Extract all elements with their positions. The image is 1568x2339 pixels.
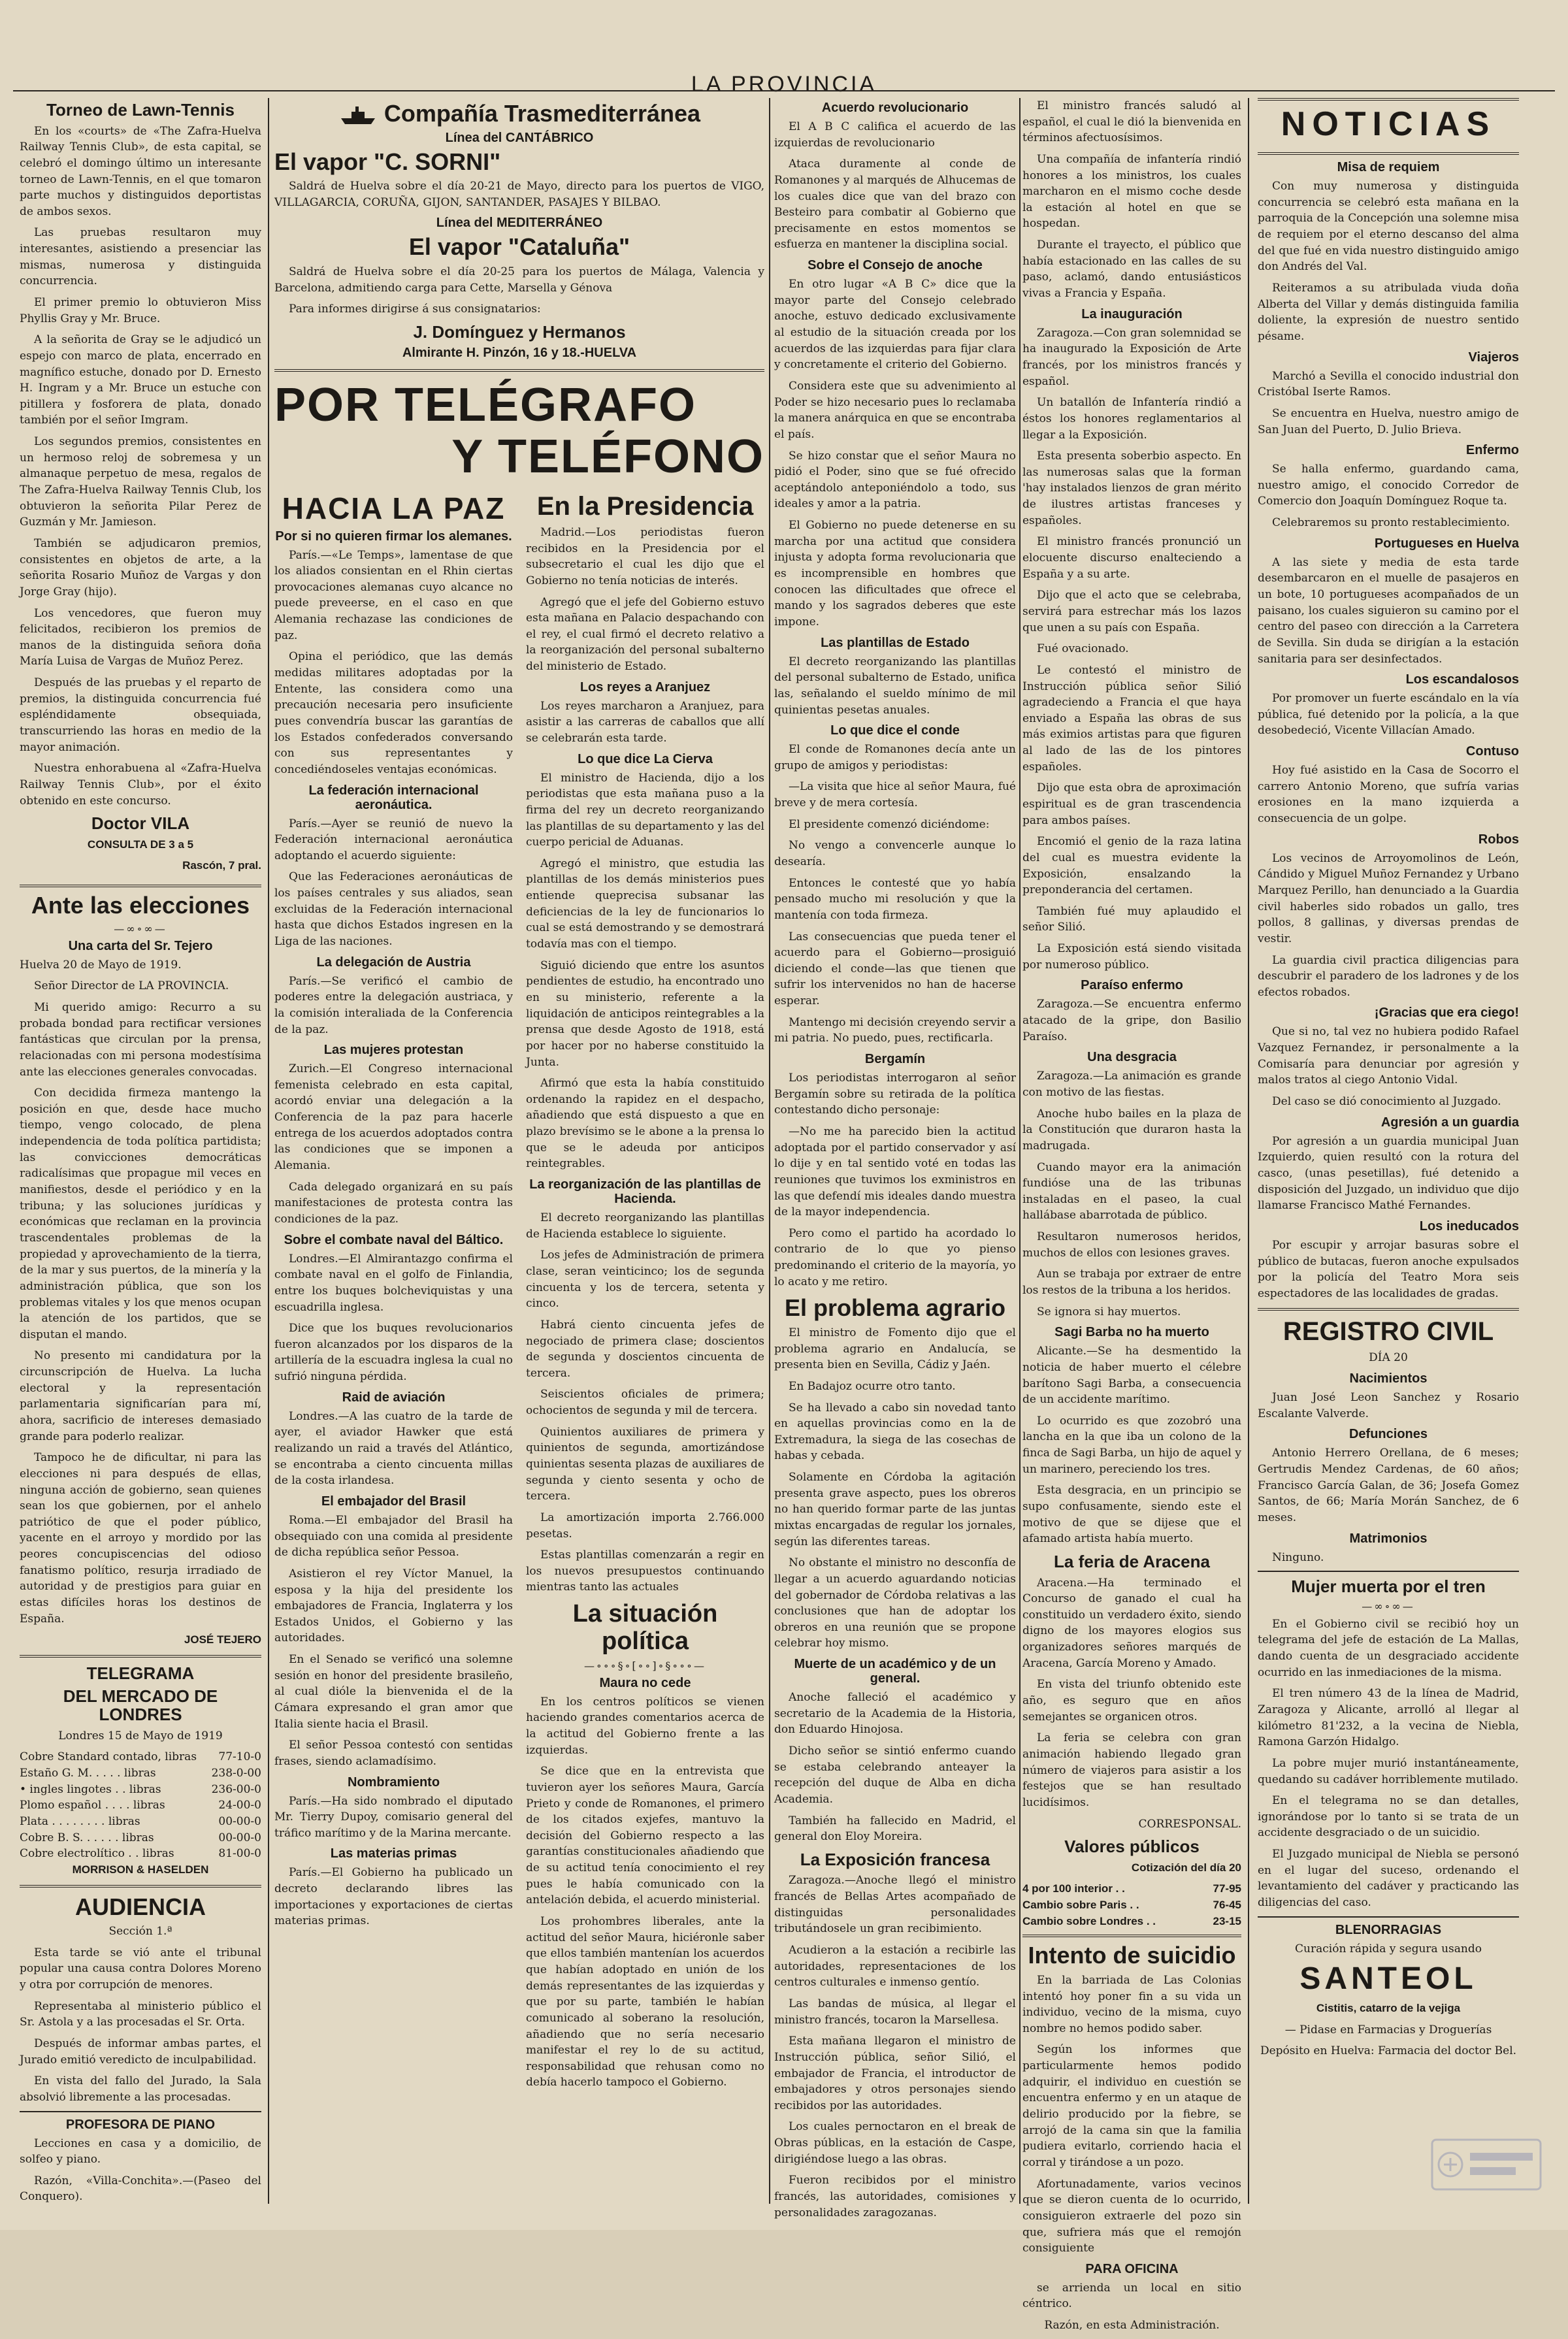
elecciones-title: Ante las elecciones — [31, 892, 250, 919]
trasmed-agents: J. Domínguez y Hermanos — [413, 321, 626, 342]
trasmed-line1: Línea del CANTÁBRICO — [445, 130, 594, 145]
column-4 — [774, 98, 1016, 2226]
telegraph-columns — [274, 489, 764, 2096]
row-label: 4 por 100 interior . . — [1022, 1882, 1125, 1895]
paragraph: Mi querido amigo: Recurro a su probada bondad para rectificar versiones fantásticas que circulan por la prensa, relacionadas con mi persona modestísima ante las elecciones generales convocadas. — [20, 1000, 261, 1079]
subhead: Lo que dice La Cierva — [578, 751, 713, 766]
paragraph: Dicho señor se sintió enfermo cuando se estaba celebrando anteayer la recepción del duque de Alba en dicha Academia. — [774, 1744, 1016, 1806]
audiencia-section: Sección 1.ª — [108, 1925, 172, 1938]
main-headline-1: POR TELÉGRAFO — [274, 378, 697, 431]
paragraph: En vista del triunfo obtenido este año, es seguro que en años semejantes se organicen otros. — [1022, 1678, 1241, 1724]
paragraph: Celebraremos su pronto restablecimiento. — [1272, 516, 1511, 530]
paragraph: El ministro de Fomento dijo que el problema agrario en Andalucía, se presenta bien en Sevilla, Cádiz y Jaén. — [774, 1326, 1016, 1372]
column-rule — [1019, 98, 1021, 2204]
separator — [1258, 1308, 1519, 1311]
paragraph: Cuando mayor era la animación fundióse una de las tribunas instaladas en el paseo, la cual hallábase abarrotada de público. — [1022, 1160, 1241, 1222]
lawn-title: Torneo de Lawn-Tennis — [46, 100, 235, 120]
sagi-title: Sagi Barba no ha muerto — [1054, 1325, 1209, 1340]
blen-brand: SANTEOL — [1299, 1961, 1477, 1997]
trasmed-title-text: Compañía Trasmediterránea — [384, 100, 701, 127]
paragraph: Esta presenta soberbio aspecto. En las numerosas salas que la forman 'hay instalados lienzos de gran mérito de ilustres artistas franceses y españoles. — [1022, 450, 1241, 527]
paragraph: Siguió diciendo que entre los asuntos pendientes de estudio, ha encontrado uno en su ministerio, referente a la liquidación de anticipos reintegrables a la prensa que desde Agosto de 1918, está por hacer por no haberse constituido la Junta. — [526, 958, 764, 1069]
paragraph: Por agresión a un guardia municipal Juan Izquierdo, quien resultó con la rotura del casco, (unas pesetillas), fué detenido a disposición del Juzgado, un individuo que dijo llamarse Francisco Mathé Fernandes. — [1258, 1134, 1519, 1213]
separator — [20, 1885, 261, 1888]
paragraph: El ministro de Hacienda, dijo a los periodistas que esta mañana puso a la firma del rey un decreto reorganizando las plantillas de su departamento y las del cuerpo pericial de Aduanas. — [526, 771, 764, 849]
paragraph: Zaragoza.—Anoche llegó el ministro francés de Bellas Artes acompañado de distinguidas personalidades tributándosele un gran recibimiento. — [774, 1874, 1016, 1936]
separator — [20, 1655, 261, 1658]
separator — [1258, 1916, 1519, 1918]
row-label: Cobre Standard contado, libras — [20, 1750, 197, 1764]
paragraph: París.—Ayer se reunió de nuevo la Federación internacional aeronáutica adoptando el acuerdo siguiente: — [274, 817, 513, 862]
paragraph: Reiteramos a su atribulada viuda doña Alberta del Villar y demás distinguida familia doliente, la expresión de nuestro sentido pésame. — [1258, 282, 1519, 343]
escandalosos-title: Los escandalosos — [1405, 672, 1519, 687]
aracena-title: La feria de Aracena — [1054, 1551, 1210, 1571]
trasmed-title — [274, 101, 764, 127]
paragraph: También fué muy aplaudido el señor Silió. — [1022, 904, 1241, 934]
paragraph: La pobre mujer murió instantáneamente, quedando su cadáver horriblemente mutilado. — [1258, 1756, 1519, 1786]
paragraph: El decreto reorganizando las plantillas del personal subalterno de Estado, unifica las, señalando el sueldo mínimo de mil quinientas pesetas anuales. — [774, 655, 1016, 717]
paragraph: Zurich.—El Congreso internacional femenista celebrado en esta capital, acordó enviar una delegación a la Conferencia de la paz para hacerle entrega de los acuerdos adoptados contra las condiciones que se imponen a Alemania. — [274, 1062, 513, 1173]
paragraph: Considera este que su advenimiento al Poder se hizo necesario pues lo reclamaba la manera anárquica en que se encontraba el país. — [774, 379, 1016, 441]
paragraph: Ataca duramente al conde de Romanones y al marqués de Alhucemas de los cuales dice que van del brazo con Besteiro para combatir al Gobierno que precisamente en estos momentos se esfuerza en mantener la disciplina social. — [774, 157, 1016, 252]
paragraph: Razón, en esta Administración. — [1044, 2319, 1220, 2332]
table-row — [1022, 1914, 1241, 1930]
paragraph: Afirmó que esta la había constituido ordenando la rapidez en el despacho, añadiendo que está dispuesto a que en plazo brevísimo se le abone a la prensa lo que se le adeuda por anticipos reintegrables. — [526, 1077, 764, 1171]
suicidio-title: Intento de suicidio — [1028, 1942, 1236, 1969]
situacion-title: La situación política — [572, 1600, 718, 1655]
row-label: • ingles lingotes . . libras — [20, 1782, 161, 1796]
paragraph: El presidente comenzó diciéndome: — [789, 817, 990, 831]
blenorragias-ad — [1258, 1923, 1519, 2059]
paragraph: En Badajoz ocurre otro tanto. — [789, 1379, 956, 1393]
agresion-title: Agresión a un guardia — [1380, 1115, 1519, 1130]
paragraph: Tampoco he de dificultar, ni para las elecciones ni para después de ellas, ninguna acción de gobierno, sean quienes sean los que gobiernen, por el anhelo patriótico de que el poder público, yacente en el arroyo y mordido por las peores concupiscencias del odioso fanatismo político, resurja irradiado de autoridad y de prestigios para guiar en estas difíciles horas los destinos de España. — [20, 1451, 261, 1626]
subhead: Nombramiento — [347, 1775, 440, 1790]
trasmed-ship2: El vapor "Cataluña" — [408, 233, 630, 261]
paragraph: Esta mañana llegaron el ministro de Instrucción pública, señor Silió, el embajador de Francia, el introductor de embajadores y otros personajes siendo recibidos por las autoridades. — [774, 2035, 1016, 2112]
trasmed-line2: Línea del MEDITERRÁNEO — [436, 216, 603, 231]
elecciones-subtitle: Una carta del Sr. Tejero — [68, 938, 213, 953]
piano-title: PROFESORA DE PIANO — [65, 2117, 216, 2132]
telegrama-sign: MORRISON & HASELDEN — [72, 1863, 209, 1876]
telegrama-subtitle: DEL MERCADO DE LONDRES — [63, 1686, 218, 1725]
paragraph: Aun se trabaja por extraer de entre los restos de la tribuna a los heridos. — [1022, 1268, 1241, 1297]
trasmediterranea-ad — [274, 101, 764, 372]
plantillas-title: Las plantillas de Estado — [821, 635, 970, 650]
paragraph: Se dice que en la entrevista que tuvieron ayer los señores Maura, García Prieto y conde de Romanones, el primero de los citados exjefes, mantuvo la decisión del Gobierno respecto a las garantías constitucionales añadiendo que de su actitud tenía conocimiento el rey pues le había comunicado con la antelación debida, el acuerdo ministerial. — [526, 1765, 764, 1907]
row-value: 00-00-0 — [218, 1814, 261, 1828]
paragraph: Cistitis, catarro de la vejiga — [1316, 2002, 1461, 2015]
paragraph: —No me ha parecido bien la actitud adoptada por el partido conservador y así lo dije y en tal sentido voté en todas las reuniones que tuvimos los exministros en las que defendí mis ideales dando muestra de la mayor independencia. — [774, 1124, 1016, 1219]
paragraph: Anoche hubo bailes en la plaza de la Constitución que duraron hasta la madrugada. — [1022, 1107, 1241, 1153]
paragraph: Lecciones en casa y a domicilio, de solfeo y piano. — [20, 2136, 261, 2167]
paragraph: Quinientos auxiliares de primera y quinientos de segunda, amortizándose quinientas sesenta plazas de auxiliares de segunda y ciento sesenta y ocho de tercera. — [526, 1425, 764, 1503]
row-label: Estaño G. M. . . . . libras — [20, 1767, 156, 1780]
muerte-title: Muerte de un académico y de un general. — [794, 1657, 996, 1686]
paragraph: Una compañía de infantería rindió honores a los ministros, los cuales marcharon en el mismo coche desde la estación al hotel en que se hospedan. — [1022, 152, 1241, 231]
paragraph: Se encuentra en Huelva, nuestro amigo de San Juan del Puerto, D. Julio Brieva. — [1258, 406, 1519, 436]
table-row — [20, 1782, 261, 1798]
paragraph: — Pidase en Farmacias y Droguerías — [1284, 2023, 1492, 2036]
vila-ad — [20, 814, 261, 887]
paragraph: Habrá ciento cincuenta jefes de negociado de primera clase; doscientos de segunda y doscientos cincuenta de tercera. — [526, 1318, 764, 1380]
robos-title: Robos — [1478, 832, 1519, 847]
paragraph: Después de las pruebas y el reparto de premios, la distinguida concurrencia fué espléndidamente obsequiada, transcurriendo las horas en medio de la mayor animación. — [20, 676, 261, 754]
main-headline-2: Y TELÉFONO — [451, 430, 764, 483]
subhead: El embajador del Brasil — [321, 1494, 466, 1509]
paragraph: Las pruebas resultaron muy interesantes, asistiendo a presenciar las mismas, numerosa y distinguida concurrencia. — [20, 226, 261, 288]
paragraph: La feria se celebra con gran animación habiendo llegado gran número de viajeros para asistir a los festejos que se han resultado lucidísimos. — [1022, 1731, 1241, 1809]
paragraph: El primer premio lo obtuvieron Miss Phyllis Gray y Mr. Bruce. — [20, 296, 261, 325]
paragraph: Opina el periódico, que las demás medidas militares adoptadas por la Entente, las considera como una precaución necesaria pero insuficiente pues convendría buscar las garantías de los Estados confederados conversando con sus representantes y concediéndoseles ventajas económicas. — [274, 650, 513, 776]
masthead — [0, 0, 1568, 97]
subhead: Sobre el combate naval del Báltico. — [284, 1232, 504, 1247]
contuso-title: Contuso — [1465, 744, 1519, 759]
paragraph: Un batallón de Infantería rindió a éstos los honores reglamentarios al llegar a la Exposición. — [1022, 396, 1241, 442]
table-row — [20, 1765, 261, 1782]
paragraph: La amortización importa 2.766.000 pesetas. — [526, 1511, 764, 1541]
row-value: 77-10-0 — [218, 1750, 261, 1764]
requiem-title: Misa de requiem — [1337, 160, 1440, 175]
paragraph: Los vecinos de Arroyomolinos de León, Cándido y Miguel Muñoz Fernandez y Urbano Marquez Perillo, han denunciado a la Guardia civil haberles sido robados un gallo, tres pollos, 8 gallinas, y diversas prendas de vestir. — [1258, 851, 1519, 945]
paragraph: Agregó que el jefe del Gobierno estuvo esta mañana en Palacio despachando con el rey, el cual firmó el decreto relativo a la reorganización del personal subalterno del ministerio de Estado. — [526, 595, 764, 674]
table-row — [1022, 1897, 1241, 1914]
paragraph: En el Gobierno civil se recibió hoy un telegrama del jefe de estación de La Mallas, dando cuenta de un desgraciado accidente ocurrido en las inmediaciones de la misma. — [1258, 1617, 1519, 1679]
paragraph: El Juzgado municipal de Niebla se personó en el lugar del suceso, ordenando el levantamiento del cadáver y practicando las diligencias del caso. — [1258, 1848, 1519, 1910]
paragraph: Los jefes de Administración de primera clase, seran veinticinco; los de segunda cincuenta y los de tercera, setenta y cinco. — [526, 1249, 764, 1311]
paragraph: Durante el trayecto, el público que había estacionado en las calles de su paso, aclamó, dando entusiásticos vivas a Francia y España. — [1022, 238, 1241, 301]
subhead: Por si no quieren firmar los alemanes. — [275, 529, 512, 544]
paragraph: Lo ocurrido es que zozobró una lancha en la que iba un colono de la finca de Sagi Barba, un hijo de aquel y un marinero, pereciendo los tres. — [1022, 1414, 1241, 1476]
enfermo-title: Enfermo — [1465, 443, 1519, 458]
paragraph: Los vencedores, que fueron muy felicitados, recibieron los premios de manos de la distinguida señora doña María Luisa de Vargas de Muñoz Perez. — [20, 606, 261, 668]
subhead: Los reyes a Aranjuez — [580, 679, 711, 695]
ineducados-title: Los ineducados — [1419, 1219, 1519, 1234]
paragraph: Acudieron a la estación a recibirle las autoridades, representaciones de los centros culturales e inmenso gentío. — [774, 1944, 1016, 1989]
row-value: 236-00-0 — [211, 1782, 261, 1796]
paragraph: Los cuales pernoctaron en el break de Obras públicas, en la estación de Caspe, dirigiéndose luego a las obras. — [774, 2120, 1016, 2166]
registro-title: REGISTRO CIVIL — [1282, 1317, 1494, 1347]
paragraph: Del caso se dió conocimiento al Juzgado. — [1272, 1095, 1501, 1109]
ship-icon — [338, 104, 378, 126]
elecciones-to: Señor Director de LA PROVINCIA. — [34, 979, 229, 993]
paragraph: Los segundos premios, consistentes en un hermoso reloj de sobremesa y un almanaque perpetuo de mesa, regalos de The Zafra-Huelva Railway Tennis Club, los obtuvieron la señorita Pilar Perez de Guzmán y Mr. Jamieson. — [20, 435, 261, 529]
paragraph: El Gobierno no puede detenerse en su marcha por una actitud que considera injusta y adopta forma revolucionaria que es incomprensible en hombres que conocen las dificultades que ofrece el mando y los sagrados deberes que este impone. — [774, 519, 1016, 629]
paragraph: No obstante el ministro no desconfía de llegar a un acuerdo aguardando noticias del gobernador de Córdoba relativas a las conclusiones que han de adoptar los obreros en una reunión que se propone celebrar hoy mismo. — [774, 1556, 1016, 1650]
paragraph: Por escupir y arrojar basuras sobre el público de butacas, fueron anoche expulsados por la policía del Teatro Mora seis espectadores de las localidades de gradas. — [1258, 1238, 1519, 1300]
paragraph: A las siete y media de esta tarde desembarcaron en el muelle de pasajeros en un bote, 10 portugueses acompañados de un paisano, los cuales siguieron su camino por el centro del paseo con dirección a la Carretera de Sevilla. Sin duda se dirigían a la estación sanitaria para ser desinfectados. — [1258, 555, 1519, 666]
masthead-rule — [13, 90, 1555, 91]
paragraph: Seiscientos oficiales de primera; ochocientos de segunda y mil de tercera. — [526, 1388, 764, 1418]
paragraph: El decreto reorganizando las plantillas de Hacienda establece lo siguiente. — [526, 1211, 764, 1241]
paragraph: Por promover un fuerte escándalo en la vía pública, fué detenido por la policía, a la que desobedeció, Vicente Villacían Amado. — [1258, 692, 1519, 738]
paragraph: Con muy numerosa y distinguida concurrencia se celebró esta mañana en la parroquia de la Concepción una solemne misa de requiem por el eterno descanso del alma del que fué en vida nuestro distinguido amigo don Andrés del Val. — [1258, 180, 1519, 274]
telegrama-table — [20, 1749, 261, 1861]
vila-line: CONSULTA DE 3 a 5 — [87, 838, 194, 851]
subhead: Nacimientos — [1349, 1371, 1428, 1386]
table-row — [20, 1814, 261, 1830]
bergamin-title: Bergamín — [864, 1052, 926, 1067]
paragraph: También se adjudicaron premios, consistentes en objetos de arte, a la señorita Rosario Muñoz de Vargas y don Jorge Gray (hijo). — [20, 536, 261, 598]
paragraph: Con decidida firmeza mantengo la posición en que, desde hace mucho tiempo, vengo colocado, de plena independencia de toda política partidista; las convicciones democráticas radicalísimas que propague mil veces en manifiestos, desde el periódico y en la tribuna; y las soluciones jurídicas y económicas que reclaman en la provincia trascendentales problemas de la propiedad y aprovechamiento de la tierra, de la mar y sus puertos, de la minería y la administración pública, que son los problemas vitales y los que menos ocupan la atención de los partidos, que se disputan el mando. — [20, 1087, 261, 1341]
row-value: 23-15 — [1213, 1914, 1241, 1927]
paragraph: Se hizo constar que el señor Maura no pidió el Poder, sino que se fué ofrecido aceptándolo anteponiéndolo a todo, sus ideales y amor a la patria. — [774, 449, 1016, 511]
oficina-title: PARA OFICINA — [1085, 2261, 1179, 2276]
paragraph: Que las Federaciones aeronáuticas de los países centrales y sus aliados, sean excluidas de la Federación internacional hasta que dichos Estados ingresen en la Liga de las naciones. — [274, 870, 513, 948]
paragraph: Razón, «Villa-Conchita».—(Paseo del Conquero). — [20, 2174, 261, 2204]
subhead: Las materias primas — [330, 1846, 457, 1861]
paragraph: París.—«Le Temps», lamentase de que los aliados consientan en el Rhin ciertas provocaciones alemanas cuyo alcance no puede preveerse, en el caso en que Alemania rechazase las condiciones de paz. — [274, 548, 513, 642]
paragraph: Dijo que esta obra de aproximación espiritual es de gran trascendencia para ambos países. — [1022, 781, 1241, 827]
acuerdo-title: Acuerdo revolucionario — [821, 101, 969, 115]
noticias-header — [1258, 98, 1519, 155]
paragraph: Para informes dirigirse á sus consignatarios: — [289, 303, 541, 316]
portugueses-title: Portugueses en Huelva — [1374, 536, 1519, 551]
column-rule — [769, 98, 770, 2204]
table-row — [20, 1846, 261, 1862]
paragraph: Las bandas de música, al llegar el ministro francés, tocaron la Marsellesa. — [774, 1997, 1016, 2027]
paragraph: En el Senado se verificó una solemne sesión en honor del presidente brasileño, al cual dióle la bienvenida el de la Cámara expresando el gran amor que Italia siente hacia el Brasil. — [274, 1653, 513, 1731]
paragraph: Los reyes marcharon a Aranjuez, para asistir a las carreras de caballos que allí se celebrarán esta tarde. — [526, 699, 764, 745]
paragraph: Se ignora si hay muertos. — [1037, 1305, 1181, 1318]
paragraph: Anoche falleció el académico y secretario de la Academia de la Historia, don Eduardo Hinojosa. — [774, 1691, 1016, 1737]
paragraph: En otro lugar «A B C» dice que la mayor parte del Consejo celebrado anoche, estuvo dedicado exclusivamente al estudio de la situación creada por los acuerdos de las izquierdas para fijar clara y concretamente el criterio del Gobierno. — [774, 278, 1016, 372]
paragraph: La guardia civil practica diligencias para descubrir el paradero de los ladrones y de los efectos robados. — [1258, 953, 1519, 999]
paragraph: Londres.—A las cuatro de la tarde de ayer, el aviador Hawker que está realizando un raid a través del Atlántico, se encontraba a ciento cincuenta millas de la costa irlandesa. — [274, 1409, 513, 1488]
telegrama-date: Londres 15 de Mayo de 1919 — [58, 1729, 223, 1742]
paragraph: Mantengo mi decisión creyendo servir a mi patria. No puedo, pues, rectificarla. — [774, 1015, 1016, 1045]
elecciones-date: Huelva 20 de Mayo de 1919. — [20, 958, 182, 972]
paragraph: Zaragoza.—Con gran solemnidad se ha inaugurado la Exposición de Arte francés, por los ministros francés y español. — [1022, 326, 1241, 388]
paragraph: Afortunadamente, varios vecinos que se dieron cuenta de lo ocurrido, consiguieron extraerle del pozo sin que, sufriera más que el remojón consiguiente — [1022, 2177, 1241, 2255]
valores-header: Cotización del día 20 — [1131, 1861, 1241, 1874]
telegrama-title: TELEGRAMA — [86, 1663, 195, 1683]
paragraph: El conde de Romanones decía ante un grupo de amigos y periodistas: — [774, 743, 1016, 772]
paragraph: Se ha llevado a cabo sin novedad tanto en aquellas provincias como en la de Extremadura, la siega de las cosechas de habas y cebada. — [774, 1401, 1016, 1463]
paragraph: No vengo a convencerle aunque lo desearía. — [774, 839, 1016, 868]
presidencia-title: En la Presidencia — [536, 491, 754, 521]
trasmed-agents-addr: Almirante H. Pinzón, 16 y 18.-HUELVA — [402, 345, 637, 360]
separator — [1258, 1571, 1519, 1572]
row-label: Plomo español . . . . libras — [20, 1799, 165, 1812]
paragraph: Entonces le contesté que yo había pensado mucho mi resolución y que la mantenía con toda firmeza. — [774, 876, 1016, 922]
row-label: Cambio sobre Paris . . — [1022, 1899, 1139, 1912]
paragraph: Esta tarde se vió ante el tribunal popular una causa contra Dolores Moreno y otra por corrupción de menores. — [20, 1946, 261, 1992]
consejo-title: Sobre el Consejo de anoche — [808, 258, 983, 273]
trasmed-ship1: El vapor "C. SORNI" — [274, 148, 501, 175]
paragraph: Fué ovacionado. — [1037, 642, 1129, 656]
registro-day: DÍA 20 — [1369, 1351, 1408, 1365]
tren-title: Mujer muerta por el tren — [1291, 1577, 1486, 1597]
paragraph: —La visita que hice al señor Maura, fué breve y de mera cortesía. — [774, 780, 1016, 810]
subhead: La federación internacional aeronáutica. — [308, 783, 479, 812]
subhead: Raid de aviación — [342, 1390, 446, 1405]
paragraph: Estas plantillas comenzarán a regir en los nuevos presupuestos continuando mientras tanto las actuales — [526, 1548, 764, 1594]
subhead: Defunciones — [1348, 1427, 1428, 1442]
paragraph: París.—El Gobierno ha publicado un decreto declarando libres las importaciones y exportaciones de ciertas materias primas. — [274, 1866, 513, 1928]
elecciones-sign: JOSÉ TEJERO — [184, 1633, 261, 1646]
paz-column — [274, 489, 519, 2096]
paragraph: A la señorita de Gray se le adjudicó un espejo con marco de plata, encerrado en magnífico estuche, donado por D. Ernesto H. Ingram y a Mr. Bruce un estuche con pitillera y fosforera de plata, donado también por el señor Imgram. — [20, 333, 261, 427]
subhead: La reorganización de las plantillas de Hacienda. — [529, 1177, 761, 1207]
paragraph: Zaragoza.—La animación es grande con motivo de las fiestas. — [1022, 1070, 1241, 1099]
paragraph: Las consecuencias que pueda tener el acuerdo para el Gobierno—prosiguió diciendo el conde—las que tienen que sufrir los intervenidos no han de hacerse esperar. — [774, 930, 1016, 1008]
paragraph: Representaba al ministerio público el Sr. Astola y a las procesadas el Sr. Orta. — [20, 1999, 261, 2029]
subhead: Maura no cede — [599, 1675, 691, 1690]
paragraph: Dice que los buques revolucionarios fueron alcanzados por los disparos de la artillería de la escuadra inglesa la cual no sufrió ninguna pérdida. — [274, 1322, 513, 1384]
archive-stamp-icon — [1431, 2138, 1542, 2191]
presidencia-column — [519, 489, 764, 2096]
row-label: Cobre B. S. . . . . . libras — [20, 1831, 154, 1844]
paragraph: Juan José Leon Sanchez y Rosario Escalante Valverde. — [1258, 1391, 1519, 1420]
paragraph: Madrid.—Los periodistas fueron recibidos en la Presidencia por el subsecretario el cual les dijo que el Gobierno no tenía noticias de interés. — [526, 525, 764, 587]
paragraph: Roma.—El embajador del Brasil ha obsequiado con una comida al presidente de dicha república señor Pessoa. — [274, 1513, 513, 1560]
paragraph: Dijo que el acto que se celebraba, servirá para estrechar más los lazos que unen a su país con España. — [1022, 589, 1241, 634]
paragraph: Fueron recibidos por el ministro francés, las autoridades, comisiones y personalidades zaragozanas. — [774, 2174, 1016, 2219]
expo-title: La Exposición francesa — [800, 1849, 990, 1869]
paragraph: París.—Ha sido nombrado el diputado Mr. Tierry Dupoy, comisario general del tráfico marítimo y de la Marina mercante. — [274, 1794, 513, 1840]
paragraph: Marchó a Sevilla el conocido industrial don Cristóbal Iserte Ramos. — [1258, 369, 1519, 399]
paragraph: En los «courts» de «The Zafra-Huelva Railway Tennis Club», de esta capital, se celebró el domingo último un interesante torneo de Lawn-Tennis, en el que tomaron parte muchos y distinguidos deportistas de ambos sexos. — [20, 124, 261, 218]
paragraph: Solamente en Córdoba la agitación presenta grave aspecto, pues los obreros no han querido formar parte de las juntas mixtas encargadas de regular los jornales, según las diferentes tareas. — [774, 1471, 1016, 1548]
paragraph: Cada delegado organizará en su país manifestaciones de protesta contra las condiciones de la paz. — [274, 1180, 513, 1226]
paragraph: En los centros políticos se vienen haciendo grandes comentarios acerca de la actitud del Gobierno frente a las izquierdas. — [526, 1695, 764, 1757]
aracena-sign: CORRESPONSAL. — [1138, 1817, 1241, 1831]
paragraph: Agregó el ministro, que estudia las plantillas de los demás ministerios pues entiende queprecisa subsanar las deficiencias de la ley de funcionarios lo cual se está demostrando y se demostrará todavía mas con el tiempo. — [526, 857, 764, 951]
row-value: 76-45 — [1213, 1899, 1241, 1912]
paragraph: Pero como el partido ha acordado lo contrario de lo que yo pienso predominando el criterio de la mayoría, yo lo acato y me retiro. — [774, 1226, 1016, 1288]
paragraph: Los prohombres liberales, ante la actitud del señor Maura, hiciéronle saber que ellos también mantenían los acuerdos que habían adoptado en unión de los demás representantes de las izquierdas y que por su parte, también le habían comunicado al soberano la resolución, añadiendo que no sería necesario manifestar el rey lo de su actitud, responsabilidad que rehusan como no debía hacerlo tampoco el Gobierno. — [526, 1915, 764, 2089]
paragraph: Depósito en Huelva: Farmacia del doctor Bel. — [1260, 2044, 1517, 2058]
vila-title: Doctor VILA — [91, 813, 190, 834]
column-rule — [1248, 98, 1249, 2204]
conde-title: Lo que dice el conde — [830, 723, 960, 738]
paragraph: Le contestó el ministro de Instrucción pública señor Silió agradeciendo a Francia el que haya enviado a España las obras de sus más eximios artistas para que figuren al lado de las de los pintores españoles. — [1022, 663, 1241, 774]
paragraph: Ninguno. — [1272, 1550, 1324, 1564]
paragraph: Asistieron el rey Víctor Manuel, la esposa y la hija del presidente los embajadores de Francia, Inglaterra y los Estados Unidos, el Gobierno y las autoridades. — [274, 1567, 513, 1645]
paragraph: Hoy fué asistido en la Casa de Socorro el carrero Antonio Moreno, que sufría varias erosiones en la mano izquierda a consecuencia de un golpe. — [1258, 764, 1519, 826]
paragraph: Zaragoza.—Se encuentra enfermo atacado de la gripe, don Basilio Paraíso. — [1022, 998, 1241, 1043]
subhead: Las mujeres protestan — [323, 1043, 464, 1058]
blen-title: BLENORRAGIAS — [1335, 1922, 1442, 1937]
paragraph: Antonio Herrero Orellana, de 6 meses; Gertrudis Mendez Cardenas, de 60 años; Francisco García Galan, de 36; Josefa Gomez Santos, de 66; María Morán Sanchez, de 6 meses. — [1258, 1447, 1519, 1524]
paragraph: Resultaron numerosos heridos, muchos de ellos con lesiones graves. — [1022, 1230, 1241, 1260]
ornament: —∘∘∘§∘[∘∘]∘§∘∘∘— — [584, 1659, 706, 1672]
table-row — [20, 1797, 261, 1814]
row-value: 00-00-0 — [218, 1831, 261, 1844]
column-6 — [1258, 98, 1519, 2065]
row-value: 24-00-0 — [218, 1799, 261, 1812]
column-1 — [20, 98, 261, 2210]
vila-addr: Rascón, 7 pral. — [182, 859, 261, 872]
paragraph: Según los informes que particularmente hemos podido adquirir, el individuo en cuestión se encuentra enfermo y en un ataque de delirio producido por la fiebre, se arrojó de la cama sin que la familia pudiera evitarlo, corriendo hacia el corral y tirándose a un pozo. — [1022, 2043, 1241, 2169]
table-row — [20, 1749, 261, 1765]
paragraph: Londres.—El Almirantazgo confirma el combate naval en el golfo de Finlandia, entre los buques bolcheviquistas y una escuadrilla inglesa. — [274, 1252, 513, 1314]
valores-title: Valores públicos — [1064, 1837, 1200, 1857]
ciego-title: ¡Gracias que era ciego! — [1374, 1006, 1519, 1021]
ornament: —∞∘∞— — [114, 922, 167, 935]
column-rule — [268, 98, 269, 2204]
subhead: Matrimonios — [1349, 1531, 1428, 1546]
paragraph: Curación rápida y segura usando — [1295, 1942, 1482, 1955]
paragraph: No presento mi candidatura por la circunscripción de Huelva. La lucha electoral y la representación parlamentaria significarían para mí, ahora, sacrificio de intereses demasiado grande para poderlo realizar. — [20, 1349, 261, 1443]
separator — [20, 2111, 261, 2112]
paz-title: HACIA LA PAZ — [282, 491, 506, 525]
paragraph: Aracena.—Ha terminado el Concurso de ganado el cual ha constituido un verdadero éxito, siendo digno de los mayores elogios sus organizadores señores marqués de Aracena, García Moreno y Amado. — [1022, 1576, 1241, 1670]
paragraph: El señor Pessoa contestó con sentidas frases, siendo aclamadísimo. — [274, 1739, 513, 1768]
paragraph: Se halla enfermo, guardando cama, nuestro amigo, el conocido Corredor de Comercio don Joaquín Domínguez Roque ta. — [1258, 463, 1519, 508]
paragraph: El tren número 43 de la línea de Madrid, Zaragoza y Alicante, arrolló al llegar al kilómetro 81'232, a la vecina de Niebla, Ramona Garzón Hidalgo. — [1258, 1687, 1519, 1749]
paragraph: París.—Se verificó el cambio de poderes entre la delegación austriaca, y la comisión interaliada de la Conferencia de la paz. — [274, 974, 513, 1036]
paragraph: En vista del fallo del Jurado, la Sala absolvió libremente a las procesadas. — [20, 2074, 261, 2104]
paragraph: Nuestra enhorabuena al «Zafra-Huelva Railway Tennis Club», por el éxito obtenido en este concurso. — [20, 762, 261, 808]
paragraph: Encomió el genio de la raza latina del cual es muestra evidente la Exposición, ensalzando la preponderancia del certamen. — [1022, 835, 1241, 897]
column-5 — [1022, 98, 1241, 2339]
viajeros-title: Viajeros — [1468, 350, 1519, 365]
row-label: Cambio sobre Londres . . — [1022, 1914, 1156, 1927]
agrario-title: El problema agrario — [784, 1294, 1006, 1322]
paragraph: En el telegrama no se dan detalles, ignorándose por lo tanto si se trata de un accidente desgraciado o de un suicidio. — [1258, 1794, 1519, 1840]
paragraph: La Exposición está siendo visitada por numeroso público. — [1022, 942, 1241, 972]
paragraph: se arrienda un local en sitio céntrico. — [1022, 2281, 1241, 2311]
noticias-title: NOTICIAS — [1281, 105, 1496, 143]
desgracia-title: Una desgracia — [1087, 1050, 1177, 1065]
paragraph: El ministro francés pronunció un elocuente discurso enalteciendo a España y a su arte. — [1022, 535, 1241, 581]
ornament: —∞∘∞— — [1362, 1599, 1415, 1612]
paragraph: Que si no, tal vez no hubiera podido Rafael Vazquez Fernandez, ir personalmente a la Comisaría para denunciar por agresión y malos tratos al ciego Antonio Vidal. — [1258, 1025, 1519, 1087]
paragraph: Saldrá de Huelva sobre el día 20-21 de Mayo, directo para los puertos de VIGO, VILLAGARCIA, CORUÑA, GIJON, SANTANDER, PASAJES Y BILBAO. — [274, 180, 764, 209]
paragraph: También ha fallecido en Madrid, el general don Eloy Moreira. — [774, 1814, 1016, 1844]
table-row — [20, 1830, 261, 1846]
row-value: 77-95 — [1213, 1882, 1241, 1895]
subhead: La delegación de Austria — [316, 955, 471, 970]
row-value: 81-00-0 — [218, 1847, 261, 1861]
paragraph: Alicante.—Se ha desmentido la noticia de haber muerto el célebre barítono Sagi Barba, a consecuencia de un accidente marítimo. — [1022, 1345, 1241, 1407]
row-label: Cobre electrolítico . . libras — [20, 1847, 174, 1861]
masthead-name: LA PROVINCIA — [691, 72, 877, 97]
audiencia-title: AUDIENCIA — [74, 1893, 206, 1920]
row-label: Plata . . . . . . . . libras — [20, 1814, 140, 1828]
paragraph: Después de informar ambas partes, el Jurado emitió veredicto de inculpabilidad. — [20, 2036, 261, 2067]
paragraph: En la barriada de Las Colonias intentó hoy poner fin a su vida un individuo, vecino de la misma, cuyo nombre no hemos podido saber. — [1022, 1973, 1241, 2035]
paragraph: Saldrá de Huelva sobre el día 20-25 para los puertos de Málaga, Valencia y Barcelona, admitiendo carga para Cette, Marsella y Génova — [274, 265, 764, 295]
paragraph: El ministro francés saludó al español, el cual le dió la bienvenida en términos afectuosísimos. — [1022, 99, 1241, 145]
table-row — [1022, 1881, 1241, 1897]
column-2-3 — [274, 98, 764, 2096]
lawn-body — [20, 123, 261, 810]
paragraph: El A B C califica el acuerdo de las izquierdas de revolucionario — [774, 120, 1016, 150]
valores-box — [1022, 1837, 1241, 1937]
row-value: 238-0-00 — [211, 1767, 261, 1780]
paraiso-title: Paraíso enfermo — [1081, 978, 1183, 993]
paragraph: Los periodistas interrogaron al señor Bergamín sobre su retirada de la política contestando dicho personaje: — [774, 1071, 1016, 1117]
paragraph: Esta desgracia, en un principio se supo confusamente, siendo este el motivo de que se dijese que el afamado artista había muerto. — [1022, 1484, 1241, 1546]
inauguracion-title: La inauguración — [1081, 306, 1183, 321]
